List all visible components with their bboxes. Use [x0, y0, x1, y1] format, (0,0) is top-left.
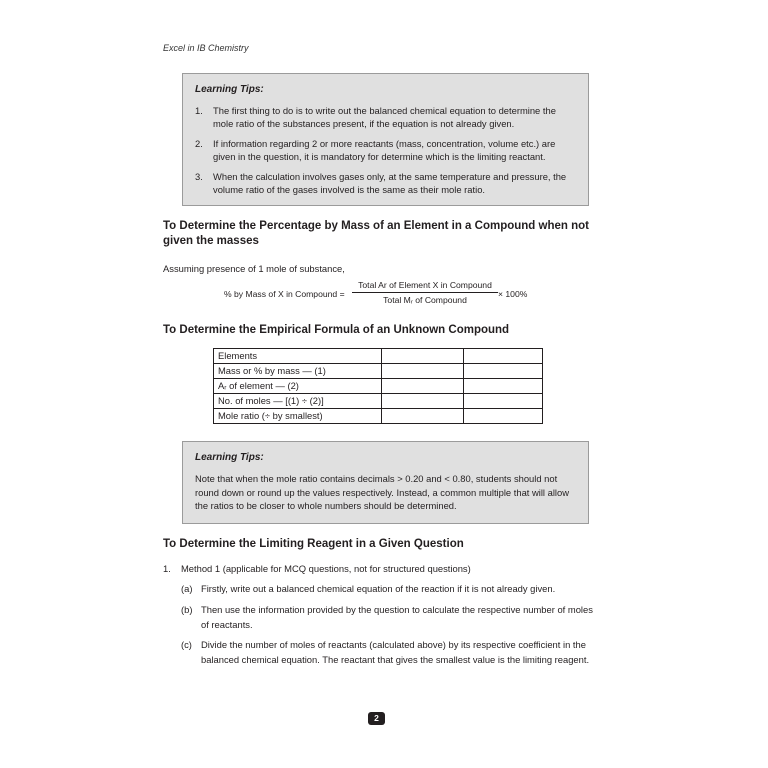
tip-number: 1.	[195, 105, 203, 116]
row-label: Mass or % by mass — (1)	[214, 364, 382, 379]
row-label: Mole ratio (÷ by smallest)	[214, 409, 382, 424]
formula-right: × 100%	[498, 289, 528, 299]
table-row	[214, 349, 543, 364]
learning-tips-box	[182, 73, 589, 206]
table-cell	[382, 364, 464, 379]
method-text: Method 1 (applicable for MCQ questions, not for structured questions)	[181, 563, 471, 574]
step-letter: (b)	[181, 604, 193, 615]
table-row	[214, 409, 543, 424]
formula-denominator: Total Mᵣ of Compound	[383, 295, 467, 305]
table-cell	[382, 394, 464, 409]
section-heading-empirical-formula: To Determine the Empirical Formula of an Unknown Compound	[163, 324, 510, 336]
tip-item	[195, 104, 578, 130]
tip-item	[195, 137, 578, 163]
formula-fraction	[352, 280, 498, 305]
tip-text: The first thing to do is to write out the balanced chemical equation to determine the mole ratio of the substances present, if the equation is not already given.	[213, 105, 556, 129]
empirical-formula-table	[213, 348, 543, 424]
table-cell	[464, 349, 543, 364]
table-cell	[464, 409, 543, 424]
table-cell	[382, 349, 464, 364]
table-cell	[382, 409, 464, 424]
learning-tips-box-2	[182, 441, 589, 524]
step-text: Divide the number of moles of reactants (calculated above) by its respective coefficient in the balanced chemical equation. The reactant that gives the smallest value is the limiting reagent.	[201, 639, 590, 665]
method-number: 1.	[163, 563, 171, 574]
step-text: Then use the information provided by the question to calculate the respective number of moles of reactants.	[201, 604, 593, 630]
assumption-text: Assuming presence of 1 mole of substance,	[163, 263, 345, 274]
tip-item	[195, 170, 578, 196]
table-row	[214, 379, 543, 394]
tip-text: If information regarding 2 or more reactants (mass, concentration, volume etc.) are given in the question, it is mandatory for determine which is the limiting reactant.	[213, 138, 556, 162]
section-heading-percentage-mass: To Determine the Percentage by Mass of an Element in a Compound when not given the masses	[163, 220, 589, 247]
step-letter: (c)	[181, 639, 192, 650]
table-cell	[464, 394, 543, 409]
step-letter: (a)	[181, 583, 193, 594]
row-label: No. of moles — [(1) ÷ (2)]	[214, 394, 382, 409]
formula-numerator: Total Ar of Element X in Compound	[352, 280, 498, 293]
tip-number: 2.	[195, 138, 203, 149]
tip-text: When the calculation involves gases only, at the same temperature and pressure, the volume ratio of the gases involved is the same as their mole ratio.	[213, 171, 567, 195]
row-label: Aᵣ of element — (2)	[214, 379, 382, 394]
table-row	[214, 394, 543, 409]
table-cell	[464, 364, 543, 379]
page-number: 2	[368, 712, 385, 725]
row-label: Elements	[214, 349, 382, 364]
formula-left: % by Mass of X in Compound =	[224, 289, 345, 299]
table-cell	[464, 379, 543, 394]
running-head: Excel in IB Chemistry	[163, 43, 249, 53]
tip-number: 3.	[195, 171, 203, 182]
table-row	[214, 364, 543, 379]
learning-tips-title: Learning Tips:	[195, 452, 264, 463]
percentage-formula	[224, 280, 544, 310]
step-text: Firstly, write out a balanced chemical equation of the reaction if it is not already given.	[201, 583, 556, 594]
table-cell	[382, 379, 464, 394]
section-heading-limiting-reagent: To Determine the Limiting Reagent in a Given Question	[163, 538, 464, 550]
learning-tips-list	[195, 104, 578, 203]
learning-tips-text: Note that when the mole ratio contains decimals > 0.20 and < 0.80, students should not round down or round up the values respectively. Instead, a common multiple that will allow the ratios to be closer to whole numbers should be determined.	[195, 473, 569, 511]
learning-tips-title: Learning Tips:	[195, 84, 264, 95]
